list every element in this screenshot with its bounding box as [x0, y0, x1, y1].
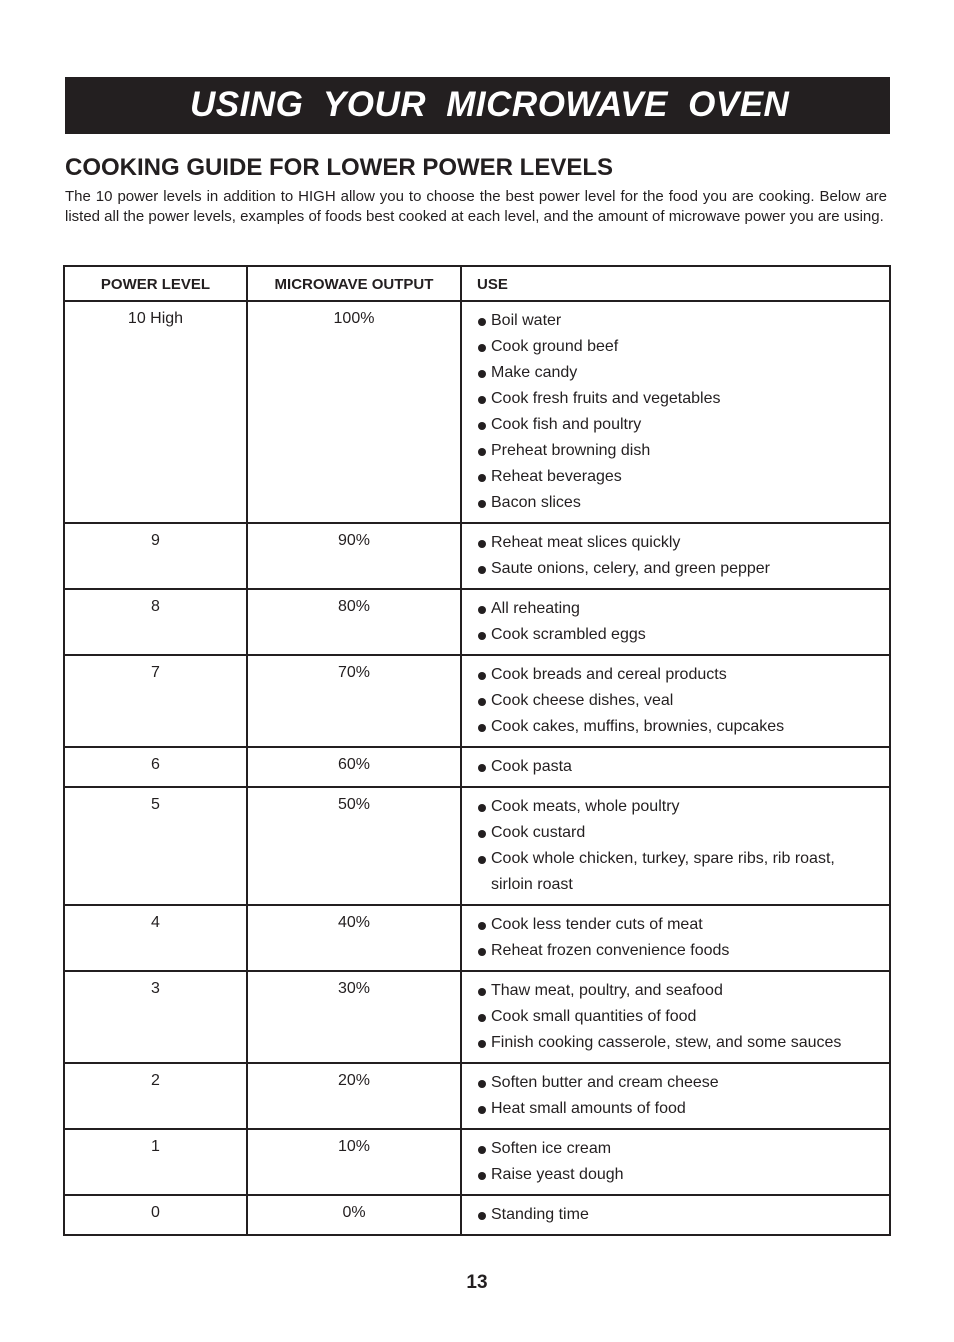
- table-row: [64, 905, 890, 971]
- table-row: [64, 589, 890, 655]
- list-item: [477, 464, 879, 490]
- use-text: Raise yeast dough: [491, 1166, 624, 1183]
- use-text: Bacon slices: [491, 494, 581, 511]
- use-text: Cook custard: [491, 824, 586, 841]
- use-text: Boil water: [491, 312, 562, 329]
- bullet-icon: [478, 830, 486, 838]
- use-text: Standing time: [491, 1206, 589, 1223]
- list-item: [477, 794, 879, 820]
- microwave-output-cell: 100%: [247, 301, 461, 523]
- list-item: [477, 846, 879, 898]
- header-microwave-output: MICROWAVE OUTPUT: [247, 266, 461, 301]
- use-text: Cook whole chicken, turkey, spare ribs, rib roast, sirloin roast: [491, 850, 835, 893]
- list-item: [477, 1004, 879, 1030]
- use-list: [477, 1070, 879, 1122]
- microwave-output-cell: 70%: [247, 655, 461, 747]
- list-item: [477, 754, 879, 780]
- use-text: Thaw meat, poultry, and seafood: [491, 982, 723, 999]
- use-text: Reheat meat slices quickly: [491, 534, 681, 551]
- list-item: [477, 556, 879, 582]
- microwave-output-cell: 20%: [247, 1063, 461, 1129]
- bullet-icon: [478, 632, 486, 640]
- use-cell: [461, 787, 890, 905]
- list-item: [477, 360, 879, 386]
- bullet-icon: [478, 396, 486, 404]
- bullet-icon: [478, 672, 486, 680]
- bullet-icon: [478, 1014, 486, 1022]
- use-text: Cook cakes, muffins, brownies, cupcakes: [491, 718, 785, 735]
- header-power-level: POWER LEVEL: [64, 266, 247, 301]
- use-text: Cook ground beef: [491, 338, 619, 355]
- list-item: [477, 530, 879, 556]
- use-text: Cook meats, whole poultry: [491, 798, 680, 815]
- bullet-icon: [478, 500, 486, 508]
- use-list: [477, 794, 879, 898]
- table-row: [64, 301, 890, 523]
- list-item: [477, 386, 879, 412]
- microwave-output-cell: 90%: [247, 523, 461, 589]
- bullet-icon: [478, 856, 486, 864]
- table-row: [64, 523, 890, 589]
- microwave-output-cell: 30%: [247, 971, 461, 1063]
- list-item: [477, 688, 879, 714]
- use-text: Soften butter and cream cheese: [491, 1074, 719, 1091]
- microwave-output-cell: 0%: [247, 1195, 461, 1235]
- bullet-icon: [478, 804, 486, 812]
- list-item: [477, 596, 879, 622]
- table-row: [64, 655, 890, 747]
- list-item: [477, 978, 879, 1004]
- use-cell: [461, 1195, 890, 1235]
- bullet-icon: [478, 448, 486, 456]
- use-text: Cook cheese dishes, veal: [491, 692, 674, 709]
- bullet-icon: [478, 764, 486, 772]
- power-level-cell: 5: [64, 787, 247, 905]
- bullet-icon: [478, 344, 486, 352]
- bullet-icon: [478, 566, 486, 574]
- page-number: 13: [466, 1272, 488, 1293]
- use-text: Cook scrambled eggs: [491, 626, 646, 643]
- list-item: [477, 308, 879, 334]
- bullet-icon: [478, 1212, 486, 1220]
- use-list: [477, 596, 879, 648]
- bullet-icon: [478, 606, 486, 614]
- microwave-output-cell: 80%: [247, 589, 461, 655]
- use-text: Cook fresh fruits and vegetables: [491, 390, 721, 407]
- list-item: [477, 1070, 879, 1096]
- bullet-icon: [478, 1040, 486, 1048]
- table-row: [64, 787, 890, 905]
- use-text: Reheat beverages: [491, 468, 622, 485]
- table-header-row: [64, 266, 890, 301]
- list-item: [477, 438, 879, 464]
- power-level-cell: 2: [64, 1063, 247, 1129]
- table-row: [64, 1063, 890, 1129]
- use-text: Heat small amounts of food: [491, 1100, 686, 1117]
- table-row: [64, 971, 890, 1063]
- list-item: [477, 912, 879, 938]
- use-cell: [461, 655, 890, 747]
- list-item: [477, 938, 879, 964]
- use-text: Cook fish and poultry: [491, 416, 642, 433]
- list-item: [477, 662, 879, 688]
- use-text: Preheat browning dish: [491, 442, 651, 459]
- list-item: [477, 412, 879, 438]
- bullet-icon: [478, 422, 486, 430]
- microwave-output-cell: 60%: [247, 747, 461, 787]
- list-item: [477, 1096, 879, 1122]
- bullet-icon: [478, 1172, 486, 1180]
- intro-paragraph: The 10 power levels in addition to HIGH allow you to choose the best power level for the food you are cooking. Below are listed all the power levels, examples of foods best cooked at each level, and the amount of microwave power you are using.: [65, 188, 887, 225]
- list-item: [477, 820, 879, 846]
- section-heading: COOKING GUIDE FOR LOWER POWER LEVELS: [65, 154, 614, 181]
- use-list: [477, 1136, 879, 1188]
- bullet-icon: [478, 318, 486, 326]
- bullet-icon: [478, 1106, 486, 1114]
- use-text: Cook breads and cereal products: [491, 666, 727, 683]
- list-item: [477, 1136, 879, 1162]
- table-row: [64, 1129, 890, 1195]
- list-item: [477, 1202, 879, 1228]
- use-text: All reheating: [491, 600, 580, 617]
- use-text: Soften ice cream: [491, 1140, 612, 1157]
- power-level-cell: 7: [64, 655, 247, 747]
- use-list: [477, 662, 879, 740]
- bullet-icon: [478, 1146, 486, 1154]
- power-level-cell: 6: [64, 747, 247, 787]
- use-list: [477, 912, 879, 964]
- power-level-table: [63, 265, 891, 1236]
- use-text: Reheat frozen convenience foods: [491, 942, 730, 959]
- use-text: Saute onions, celery, and green pepper: [491, 560, 771, 577]
- use-list: [477, 530, 879, 582]
- use-list: [477, 308, 879, 516]
- bullet-icon: [478, 724, 486, 732]
- use-cell: [461, 905, 890, 971]
- bullet-icon: [478, 988, 486, 996]
- bullet-icon: [478, 948, 486, 956]
- power-level-cell: 4: [64, 905, 247, 971]
- use-cell: [461, 971, 890, 1063]
- power-level-cell: 0: [64, 1195, 247, 1235]
- page-title: USING YOUR MICROWAVE OVEN: [190, 85, 790, 124]
- use-cell: [461, 589, 890, 655]
- table-row: [64, 747, 890, 787]
- use-text: Make candy: [491, 364, 578, 381]
- header-use: USE: [461, 266, 890, 301]
- list-item: [477, 714, 879, 740]
- list-item: [477, 622, 879, 648]
- use-cell: [461, 747, 890, 787]
- use-cell: [461, 523, 890, 589]
- power-level-cell: 1: [64, 1129, 247, 1195]
- use-text: Cook less tender cuts of meat: [491, 916, 703, 933]
- use-text: Cook small quantities of food: [491, 1008, 697, 1025]
- list-item: [477, 1030, 879, 1056]
- use-cell: [461, 1063, 890, 1129]
- list-item: [477, 1162, 879, 1188]
- power-level-cell: 8: [64, 589, 247, 655]
- bullet-icon: [478, 1080, 486, 1088]
- use-list: [477, 754, 879, 780]
- list-item: [477, 490, 879, 516]
- use-cell: [461, 301, 890, 523]
- use-text: Cook pasta: [491, 758, 572, 775]
- use-list: [477, 978, 879, 1056]
- title-banner: [65, 77, 890, 134]
- list-item: [477, 334, 879, 360]
- bullet-icon: [478, 370, 486, 378]
- bullet-icon: [478, 474, 486, 482]
- table-body: [64, 301, 890, 1235]
- power-level-cell: 3: [64, 971, 247, 1063]
- power-level-cell: 9: [64, 523, 247, 589]
- power-level-cell: 10 High: [64, 301, 247, 523]
- use-list: [477, 1202, 879, 1228]
- table-row: [64, 1195, 890, 1235]
- bullet-icon: [478, 698, 486, 706]
- use-text: Finish cooking casserole, stew, and some sauces: [491, 1034, 842, 1051]
- microwave-output-cell: 50%: [247, 787, 461, 905]
- microwave-output-cell: 40%: [247, 905, 461, 971]
- use-cell: [461, 1129, 890, 1195]
- bullet-icon: [478, 922, 486, 930]
- microwave-output-cell: 10%: [247, 1129, 461, 1195]
- bullet-icon: [478, 540, 486, 548]
